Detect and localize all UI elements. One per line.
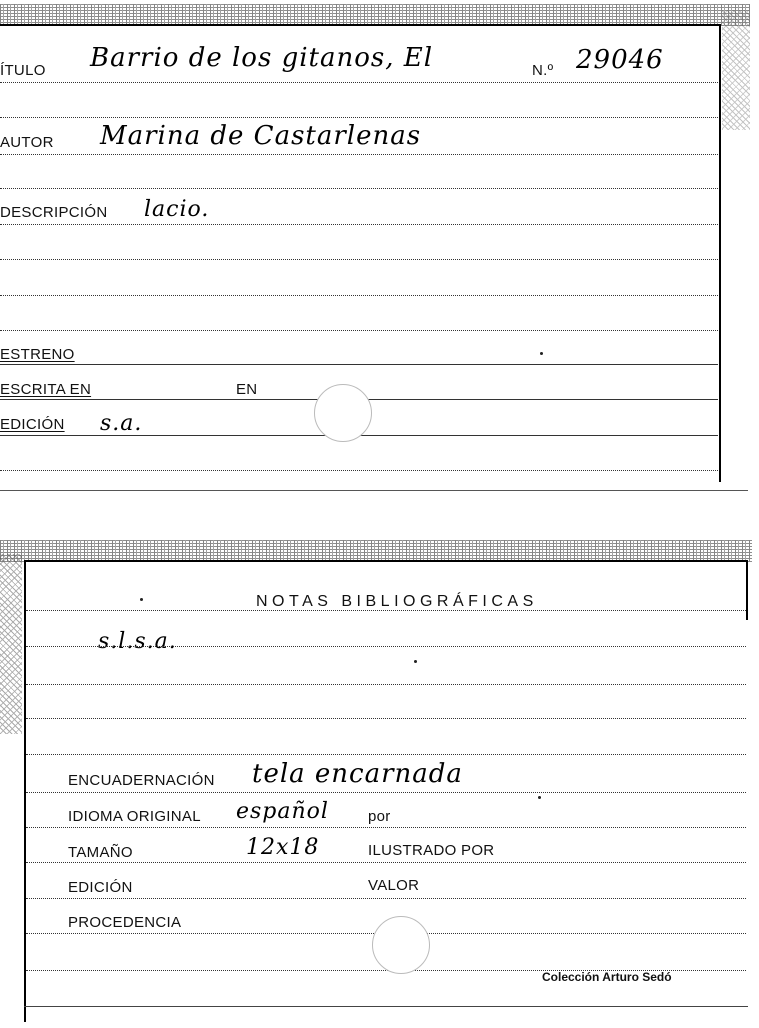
edicion-label: EDICIÓN xyxy=(0,416,65,433)
rule-notes-2 xyxy=(26,684,746,685)
titulo-value: Barrio de los gitanos, El xyxy=(90,43,434,73)
rule-2 xyxy=(0,188,718,189)
autor-label: AUTOR xyxy=(0,134,54,151)
encuadernacion-value: tela encarnada xyxy=(252,759,463,789)
rule-notes-1 xyxy=(26,646,746,647)
rule-notes-3 xyxy=(26,718,746,719)
numero-value: 29046 xyxy=(576,45,664,75)
rule-notes-4 xyxy=(26,754,746,755)
edicion-value: s.a. xyxy=(100,411,143,436)
rule-tamano xyxy=(26,862,746,863)
idioma-label: IDIOMA ORIGINAL xyxy=(68,808,201,825)
ilustrado-label: ILUSTRADO POR xyxy=(368,842,495,859)
rule-4 xyxy=(0,295,718,296)
rule-descripcion xyxy=(0,224,718,225)
punch-hole xyxy=(372,916,430,974)
descripcion-value: lacio. xyxy=(144,197,210,222)
notes-value: s.l.s.a. xyxy=(98,629,177,654)
ink-speck xyxy=(540,352,543,355)
notas-heading: NOTAS BIBLIOGRÁFICAS xyxy=(256,593,538,610)
card-right-edge xyxy=(719,24,721,482)
catalog-card-back xyxy=(0,540,752,1028)
scan-noise-right xyxy=(722,10,750,130)
card-right-edge xyxy=(746,560,748,620)
collection-credit: Colección Arturo Sedó xyxy=(542,970,672,984)
rule-idioma xyxy=(26,827,746,828)
tamano-value: 12x18 xyxy=(246,835,320,860)
scan-noise-top xyxy=(0,540,752,562)
titulo-label: ÍTULO xyxy=(0,62,46,79)
estreno-label: ESTRENO xyxy=(0,346,75,363)
encuadernacion-label: ENCUADERNACIÓN xyxy=(68,772,215,789)
ink-speck xyxy=(140,598,143,601)
card-left-edge xyxy=(24,560,26,1022)
edicion-back-label: EDICIÓN xyxy=(68,879,133,896)
rule-3 xyxy=(0,259,718,260)
ink-speck xyxy=(414,660,417,663)
tamano-label: TAMAÑO xyxy=(68,844,133,861)
rule-heading xyxy=(26,610,746,611)
valor-label: VALOR xyxy=(368,877,420,894)
ink-speck xyxy=(538,796,541,799)
rule-edicion-back xyxy=(26,898,746,899)
scan-noise-left xyxy=(0,554,22,734)
rule-1 xyxy=(0,117,718,118)
card-top-edge xyxy=(0,24,720,26)
escrita-label: ESCRITA EN xyxy=(0,381,92,398)
rule-6 xyxy=(0,470,718,471)
descripcion-label: DESCRIPCIÓN xyxy=(0,204,108,221)
rule-autor xyxy=(0,154,718,155)
por-label: por xyxy=(368,808,391,825)
punch-hole xyxy=(314,384,372,442)
card-bottom-edge xyxy=(24,1006,748,1007)
idioma-value: español xyxy=(236,799,329,824)
rule-encuadernacion xyxy=(26,792,746,793)
scan-noise-top xyxy=(0,4,750,26)
card-top-edge xyxy=(24,560,748,562)
autor-value: Marina de Castarlenas xyxy=(100,121,422,151)
numero-label: N.º xyxy=(532,62,554,79)
rule-5 xyxy=(0,330,718,331)
card-bottom-edge xyxy=(0,490,748,491)
en-label: EN xyxy=(236,381,258,398)
rule-estreno xyxy=(0,364,718,365)
catalog-card-front xyxy=(0,0,750,492)
rule-titulo xyxy=(0,82,718,83)
procedencia-label: PROCEDENCIA xyxy=(68,914,182,931)
